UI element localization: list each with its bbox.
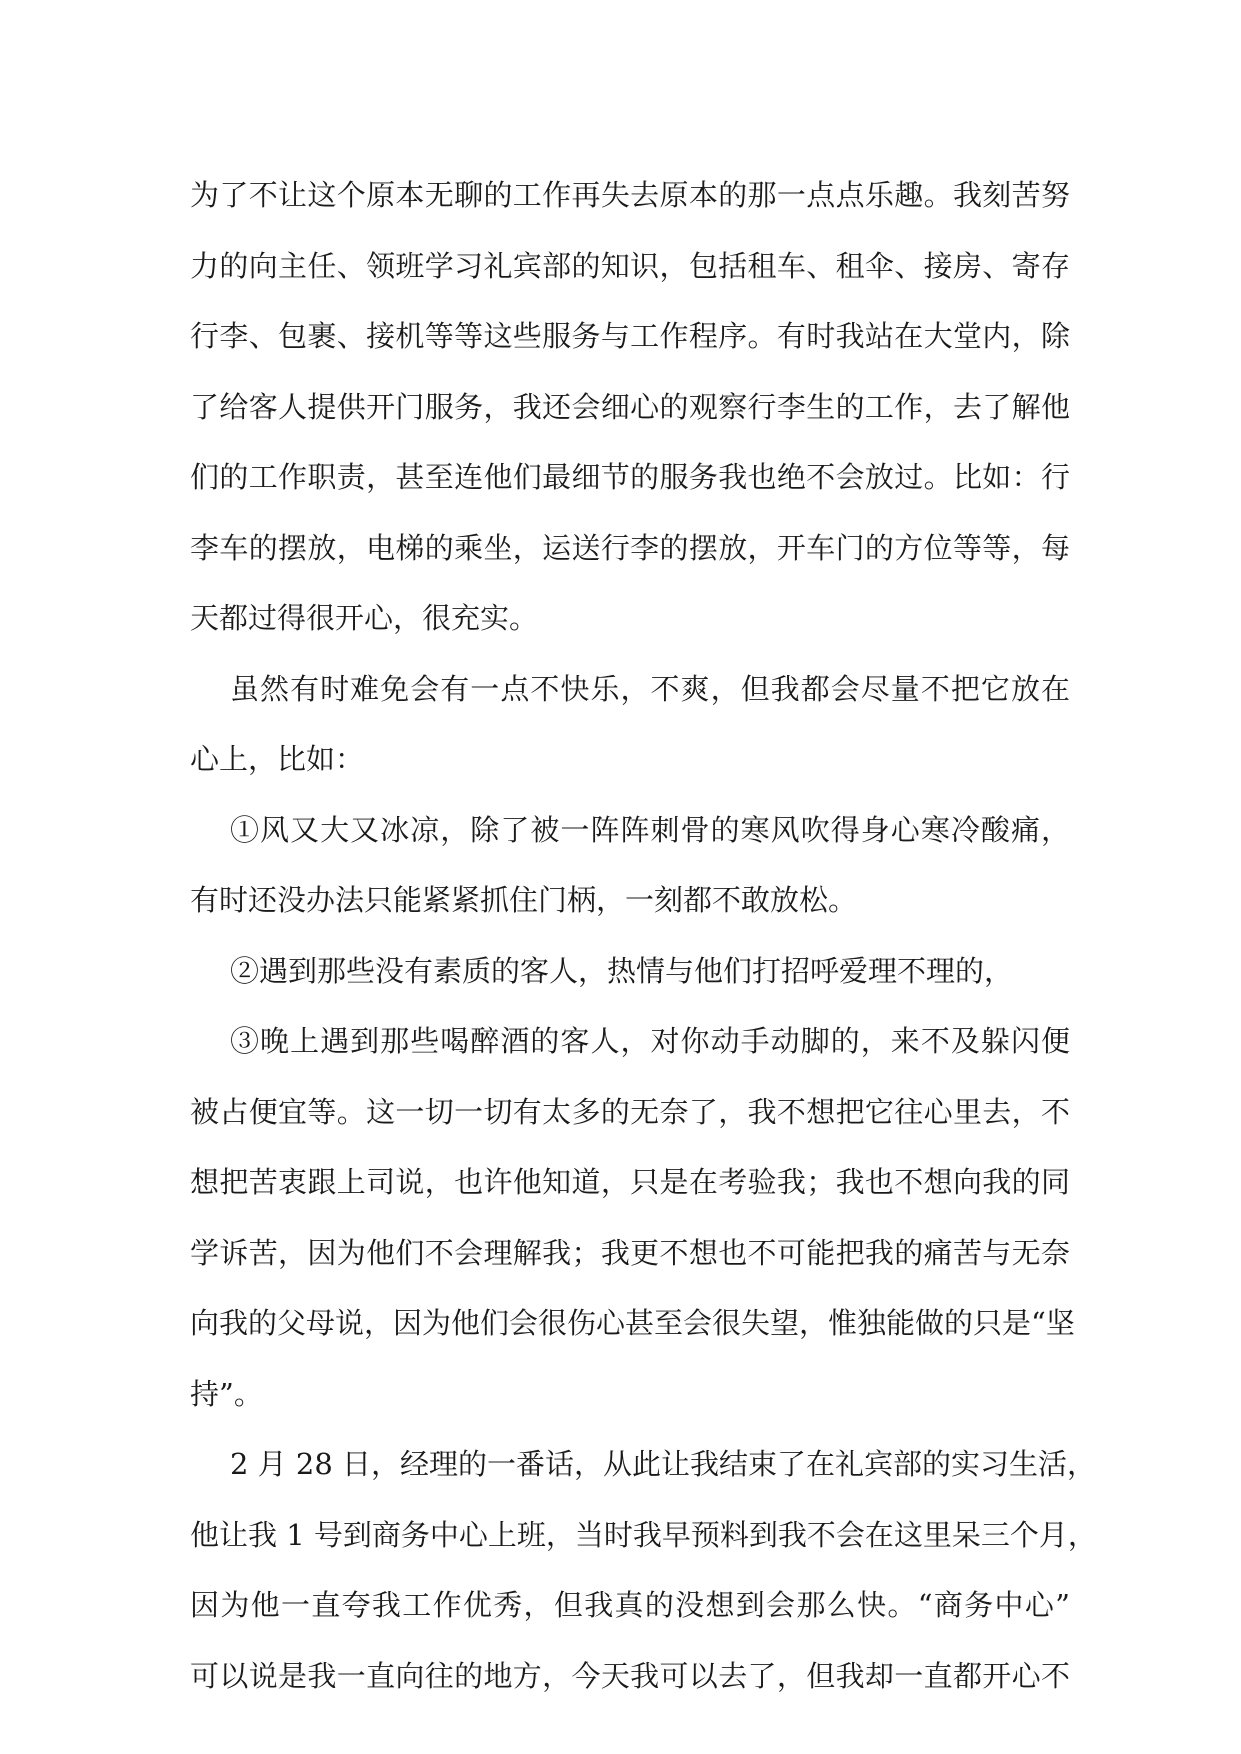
text-line: ③晚上遇到那些喝醉酒的客人，对你动手动脚的，来不及躲闪便 <box>230 1024 1070 1058</box>
text-line: 力的向主任、领班学习礼宾部的知识，包括租车、租伞、接房、寄存 <box>190 248 1070 283</box>
text-line: 们的工作职责，甚至连他们最细节的服务我也绝不会放过。比如：行 <box>190 460 1070 494</box>
text-line: 2 月 28 日，经理的一番话，从此让我结束了在礼宾部的实习生活， <box>230 1447 1097 1481</box>
text-line: 为了不让这个原本无聊的工作再失去原本的那一点点乐趣。我刻苦努 <box>190 178 1070 212</box>
text-line: 学诉苦，因为他们不会理解我；我更不想也不可能把我的痛苦与无奈 <box>190 1235 1070 1270</box>
text-line: 李车的摆放，电梯的乘坐，运送行李的摆放，开车门的方位等等，每 <box>190 530 1070 565</box>
text-line: 可以说是我一直向往的地方，今天我可以去了，但我却一直都开心不 <box>190 1658 1070 1693</box>
document-body <box>190 160 1097 1711</box>
text-line: 被占便宜等。这一切一切有太多的无奈了，我不想把它往心里去，不 <box>190 1094 1070 1129</box>
text-line: 有时还没办法只能紧紧抓住门柄，一刻都不敢放松。 <box>190 883 858 917</box>
text-line: 行李、包裹、接机等等这些服务与工作程序。有时我站在大堂内，除 <box>190 319 1070 353</box>
text-line: 了给客人提供开门服务，我还会细心的观察行李生的工作，去了解他 <box>190 389 1070 424</box>
text-line: 持”。 <box>190 1376 263 1411</box>
text-line: 天都过得很开心，很充实。 <box>190 601 539 635</box>
text-line: 想把苦衷跟上司说，也许他知道，只是在考验我；我也不想向我的同 <box>190 1165 1070 1199</box>
text-line: 向我的父母说，因为他们会很伤心甚至会很失望，惟独能做的只是“坚 <box>190 1306 1075 1340</box>
text-line: 心上，比如： <box>190 742 365 776</box>
text-line: 因为他一直夸我工作优秀，但我真的没想到会那么快。“商务中心” <box>190 1588 1070 1622</box>
text-line: ①风又大又冰凉，除了被一阵阵刺骨的寒风吹得身心寒冷酸痛， <box>230 812 1070 847</box>
text-line: 他让我 1 号到商务中心上班，当时我早预料到我不会在这里呆三个月， <box>190 1517 1097 1552</box>
text-line: ②遇到那些没有素质的客人，热情与他们打招呼爱理不理的， <box>230 953 1014 988</box>
text-line: 虽然有时难免会有一点不快乐，不爽，但我都会尽量不把它放在 <box>230 671 1070 706</box>
